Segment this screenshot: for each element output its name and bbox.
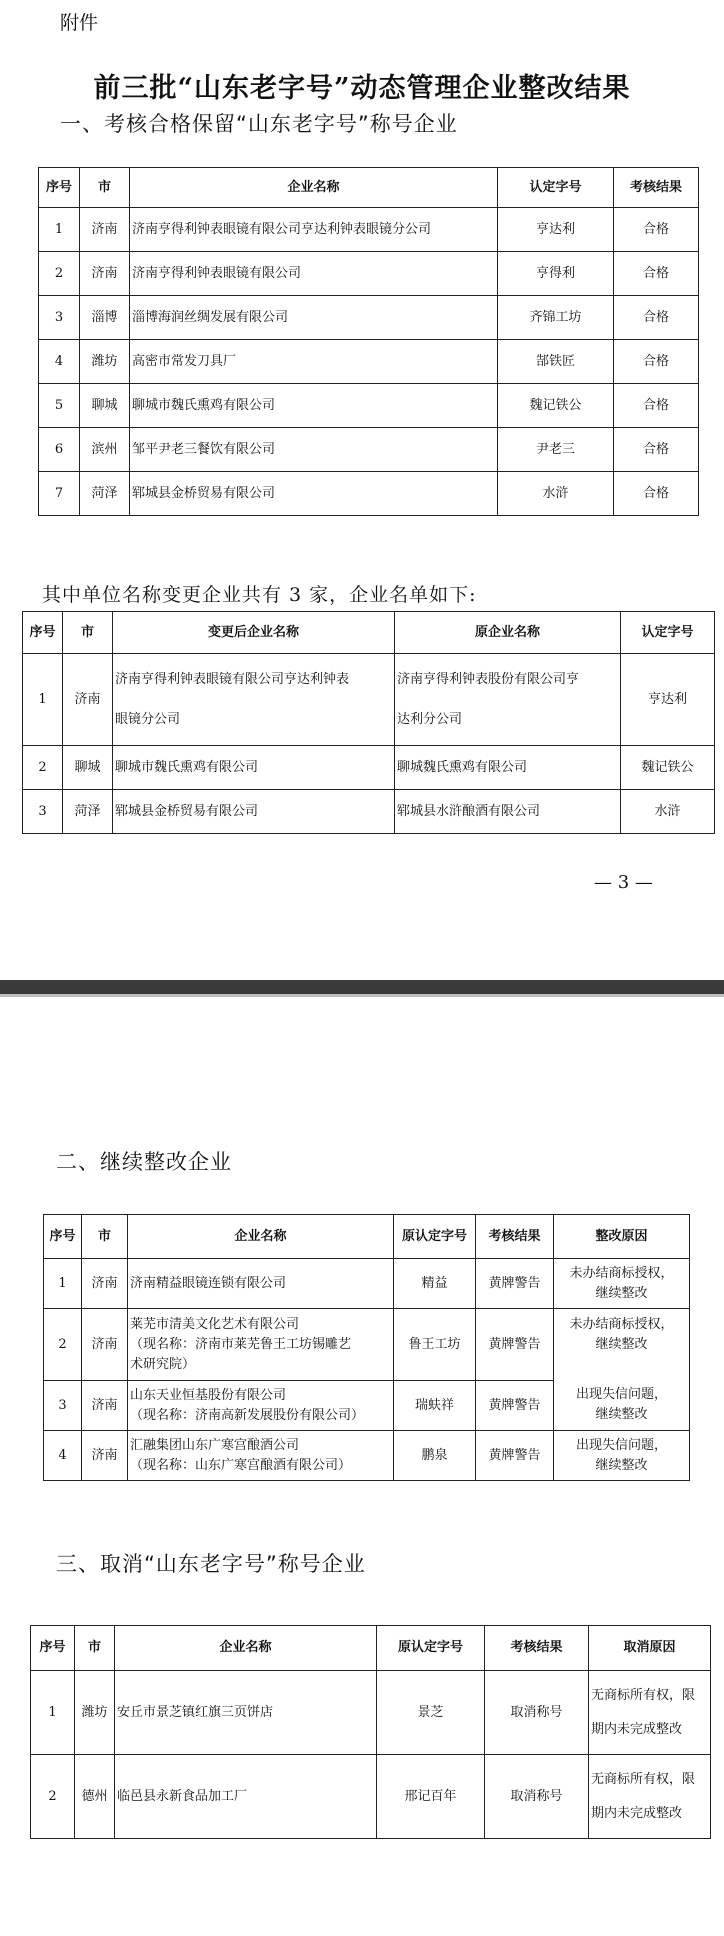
reason-line: 继续整改 <box>595 1337 648 1352</box>
table-row <box>39 428 699 472</box>
cell: 高密市常发刀具厂 <box>130 340 498 384</box>
name-line: （现名称：山东广寒宫酿酒有限公司） <box>130 1457 352 1473</box>
cell: 合格 <box>614 252 699 296</box>
cell: 3 <box>39 296 80 340</box>
cell: 合格 <box>614 296 699 340</box>
cell <box>128 1381 394 1431</box>
page-divider <box>0 980 724 994</box>
cell: 水浒 <box>621 790 715 834</box>
col-header: 市 <box>80 168 130 208</box>
qualified-table <box>38 167 699 516</box>
col-header: 市 <box>82 1215 128 1259</box>
cell: 合格 <box>614 208 699 252</box>
cell: 菏泽 <box>63 790 113 834</box>
col-header: 考核结果 <box>485 1626 589 1671</box>
cell: 聊城 <box>80 384 130 428</box>
table-row <box>39 252 699 296</box>
cell: 鲁王工坊 <box>394 1309 476 1381</box>
rename-note: 其中单位名称变更企业共有 3 家，企业名单如下: <box>42 584 477 606</box>
col-header: 认定字号 <box>621 612 715 654</box>
col-header: 序号 <box>23 612 63 654</box>
cell: 济南精益眼镜连锁有限公司 <box>128 1259 394 1309</box>
cell: 1 <box>23 654 63 746</box>
table-row <box>39 472 699 516</box>
name-line: 济南亨得利钟表股份有限公司亨 <box>397 671 580 687</box>
cell: 合格 <box>614 472 699 516</box>
name-line: （现名称：济南高新发展股份有限公司） <box>130 1407 365 1423</box>
cell: 4 <box>44 1431 82 1481</box>
cell: 4 <box>39 340 80 384</box>
col-header: 企业名称 <box>128 1215 394 1259</box>
cell: 亨达利 <box>498 208 614 252</box>
cell <box>395 654 621 746</box>
col-header: 原认定字号 <box>394 1215 476 1259</box>
table-row <box>23 746 715 790</box>
col-header: 市 <box>75 1626 115 1671</box>
cell: 临邑县永新食品加工厂 <box>115 1755 377 1839</box>
cell: 3 <box>44 1381 82 1431</box>
cell: 济南 <box>80 252 130 296</box>
cell: 1 <box>31 1671 75 1755</box>
cell: 黄牌警告 <box>476 1431 554 1481</box>
cell: 黄牌警告 <box>476 1309 554 1381</box>
name-line: 莱芜市清美文化艺术有限公司 <box>130 1316 300 1332</box>
cell <box>554 1259 690 1309</box>
table-row <box>23 790 715 834</box>
cell: 1 <box>44 1259 82 1309</box>
cell: 合格 <box>614 340 699 384</box>
cell: 亨达利 <box>621 654 715 746</box>
cell: 郓城县金桥贸易有限公司 <box>113 790 395 834</box>
reason-line: 出现失信问题， <box>575 1437 667 1453</box>
col-header: 变更后企业名称 <box>113 612 395 654</box>
cell <box>128 1309 394 1381</box>
cell <box>554 1431 690 1481</box>
cell: 邹平尹老三餐饮有限公司 <box>130 428 498 472</box>
cell: 济南 <box>80 208 130 252</box>
table-row <box>39 384 699 428</box>
cell: 取消称号 <box>485 1755 589 1839</box>
section1-heading: 一、考核合格保留“山东老字号”称号企业 <box>60 112 458 136</box>
table-row <box>31 1671 711 1755</box>
name-line: 济南亨得利钟表眼镜有限公司亨达利钟表 <box>115 671 350 687</box>
col-header: 考核结果 <box>476 1215 554 1259</box>
col-header: 整改原因 <box>554 1215 690 1259</box>
cell <box>554 1309 690 1381</box>
cell: 淄博海润丝绸发展有限公司 <box>130 296 498 340</box>
cell: 合格 <box>614 428 699 472</box>
cell: 安丘市景芝镇红旗三页饼店 <box>115 1671 377 1755</box>
cell <box>554 1381 690 1431</box>
cell: 魏记铁公 <box>621 746 715 790</box>
col-header: 序号 <box>39 168 80 208</box>
cell: 济南 <box>63 654 113 746</box>
col-header: 认定字号 <box>498 168 614 208</box>
name-line: 山东天业恒基股份有限公司 <box>130 1387 287 1403</box>
col-header: 序号 <box>44 1215 82 1259</box>
col-header: 企业名称 <box>115 1626 377 1671</box>
cell: 黄牌警告 <box>476 1259 554 1309</box>
cell: 景芝 <box>377 1671 485 1755</box>
cell <box>589 1755 711 1839</box>
cell: 郜铁匠 <box>498 340 614 384</box>
cancelled-table <box>30 1625 711 1839</box>
col-header: 取消原因 <box>589 1626 711 1671</box>
cell: 济南 <box>82 1431 128 1481</box>
cell: 2 <box>39 252 80 296</box>
cell: 滨州 <box>80 428 130 472</box>
reason-line: 继续整改 <box>595 1457 648 1473</box>
table-row <box>44 1431 690 1481</box>
name-line: 眼镜分公司 <box>115 711 181 727</box>
reason-line: 期内未完成整改 <box>591 1721 683 1737</box>
cell: 菏泽 <box>80 472 130 516</box>
section2-heading: 二、继续整改企业 <box>56 1150 232 1174</box>
table-row <box>39 296 699 340</box>
cell: 7 <box>39 472 80 516</box>
cell <box>128 1431 394 1481</box>
cell: 郓城县水浒酿酒有限公司 <box>395 790 621 834</box>
cell: 潍坊 <box>80 340 130 384</box>
cell: 精益 <box>394 1259 476 1309</box>
cell: 3 <box>23 790 63 834</box>
reason-line: 无商标所有权，限 <box>591 1771 696 1787</box>
name-line: 达利分公司 <box>397 711 463 727</box>
cell: 济南 <box>82 1381 128 1431</box>
cell: 济南亨得利钟表眼镜有限公司亨达利钟表眼镜分公司 <box>130 208 498 252</box>
cell: 6 <box>39 428 80 472</box>
cell: 济南亨得利钟表眼镜有限公司 <box>130 252 498 296</box>
cell: 2 <box>31 1755 75 1839</box>
cell: 潍坊 <box>75 1671 115 1755</box>
col-header: 考核结果 <box>614 168 699 208</box>
cell: 淄博 <box>80 296 130 340</box>
cell: 聊城魏氏熏鸡有限公司 <box>395 746 621 790</box>
page-title: 前三批“山东老字号”动态管理企业整改结果 <box>93 73 631 104</box>
cell: 1 <box>39 208 80 252</box>
name-line: 术研究院） <box>130 1356 196 1372</box>
section3-heading: 三、取消“山东老字号”称号企业 <box>56 1552 366 1576</box>
cell: 鹏泉 <box>394 1431 476 1481</box>
reason-line: 无商标所有权，限 <box>591 1687 696 1703</box>
attachment-label: 附件 <box>60 12 99 34</box>
cell: 黄牌警告 <box>476 1381 554 1431</box>
reason-line: 期内未完成整改 <box>591 1805 683 1821</box>
cell: 济南 <box>82 1309 128 1381</box>
page-number: — 3 — <box>594 872 653 893</box>
table-row <box>44 1381 690 1431</box>
reason-line: 未办结商标授权， <box>569 1265 674 1281</box>
cell <box>589 1671 711 1755</box>
reason-line: 出现失信问题， <box>575 1387 667 1403</box>
table-row <box>39 208 699 252</box>
renamed-table <box>22 611 715 834</box>
table-row <box>44 1259 690 1309</box>
cell: 聊城 <box>63 746 113 790</box>
cell: 郓城县金桥贸易有限公司 <box>130 472 498 516</box>
cell: 2 <box>23 746 63 790</box>
cell: 5 <box>39 384 80 428</box>
table-row <box>23 654 715 746</box>
table-row <box>31 1755 711 1839</box>
cell: 聊城市魏氏熏鸡有限公司 <box>130 384 498 428</box>
cell: 济南 <box>82 1259 128 1309</box>
cell: 水浒 <box>498 472 614 516</box>
name-line: 汇融集团山东广寒宫酿酒公司 <box>130 1437 300 1453</box>
col-header: 序号 <box>31 1626 75 1671</box>
cell: 尹老三 <box>498 428 614 472</box>
cell: 合格 <box>614 384 699 428</box>
name-line: （现名称：济南市莱芜鲁王工坊锡雕艺 <box>130 1336 352 1352</box>
reason-line: 继续整改 <box>595 1285 648 1301</box>
col-header: 企业名称 <box>130 168 498 208</box>
cell: 亨得利 <box>498 252 614 296</box>
col-header: 原认定字号 <box>377 1626 485 1671</box>
cell: 聊城市魏氏熏鸡有限公司 <box>113 746 395 790</box>
cell: 瑞蚨祥 <box>394 1381 476 1431</box>
rectify-table <box>43 1214 690 1481</box>
cell: 取消称号 <box>485 1671 589 1755</box>
cell: 齐锦工坊 <box>498 296 614 340</box>
cell: 德州 <box>75 1755 115 1839</box>
table-row <box>39 340 699 384</box>
cell: 魏记铁公 <box>498 384 614 428</box>
page-divider-highlight <box>0 994 724 997</box>
cell: 2 <box>44 1309 82 1381</box>
col-header: 原企业名称 <box>395 612 621 654</box>
col-header: 市 <box>63 612 113 654</box>
reason-line: 继续整改 <box>595 1407 648 1423</box>
cell: 邢记百年 <box>377 1755 485 1839</box>
reason-line: 未办结商标授权， <box>569 1317 674 1332</box>
cell <box>113 654 395 746</box>
table-row <box>44 1309 690 1381</box>
